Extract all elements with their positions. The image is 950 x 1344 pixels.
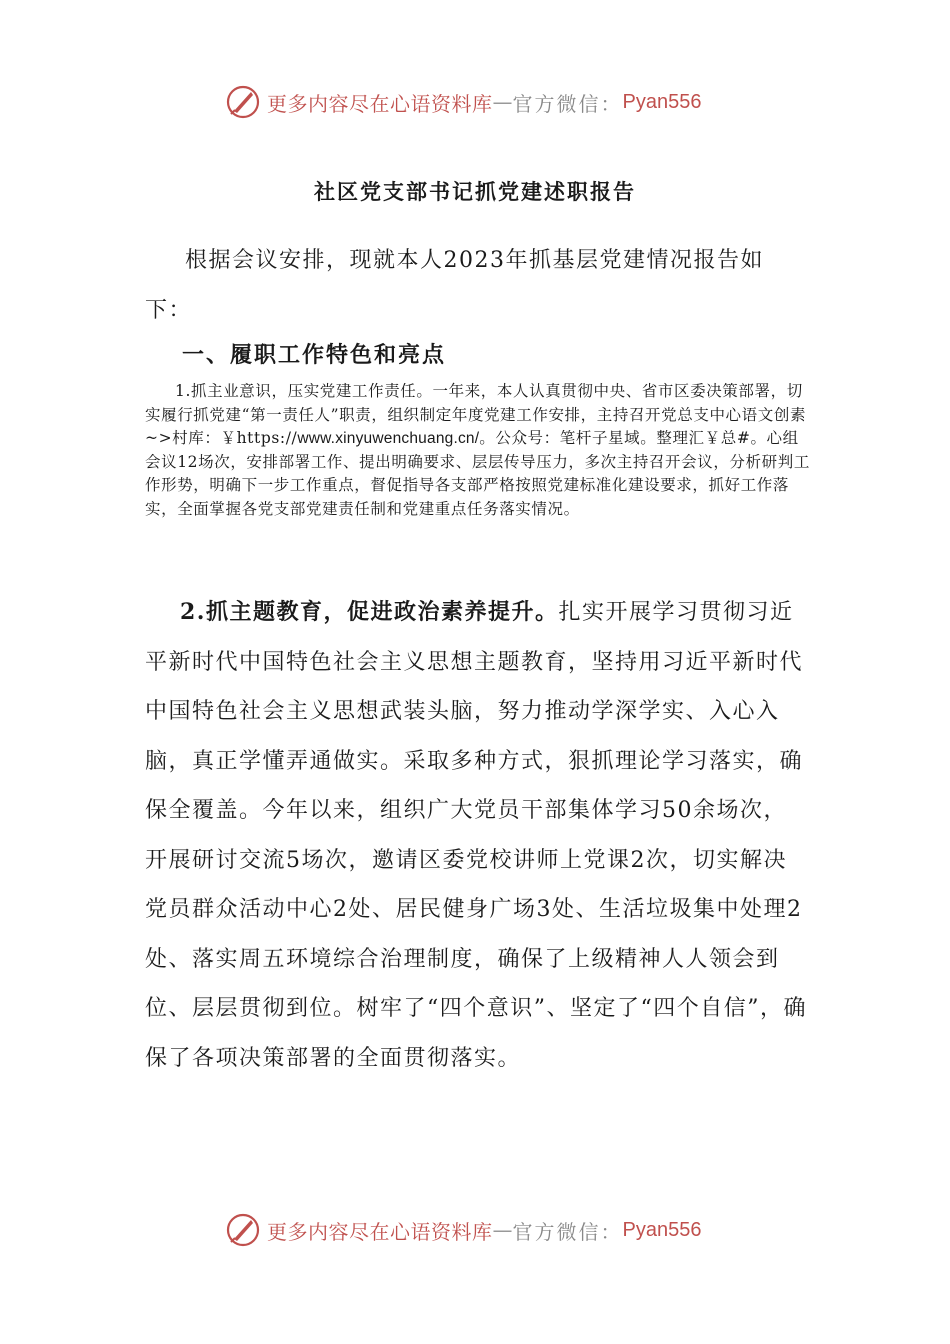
watermark-brand: 更多内容尽在心语资料库 — [267, 91, 493, 116]
watermark-wechat-id: Pyan556 — [622, 90, 702, 113]
watermark-wechat-label: 官方微信： — [512, 91, 623, 116]
paragraph-1-part1: 1.抓主业意识，压实党建工作责任。一年来，本人认真贯彻中央、省市区委决策部署，切实履行抓党建“第一责任人”职责，组织制定年度党建工作安排，主持召开党总支中心语文创素~>村库：￥https:// — [145, 382, 807, 447]
document-title: 社区党支部书记抓党建述职报告 — [314, 179, 636, 204]
watermark-wechat-id: Pyan556 — [622, 1218, 702, 1241]
intro-paragraph: 根据会议安排，现就本人2023年抓基层党建情况报告如下： — [145, 248, 764, 323]
paragraph-2-lead: 2.抓主题教育，促进政治素养提升。 — [180, 599, 559, 625]
paragraph-2 — [145, 588, 810, 1083]
watermark-separator: — — [492, 90, 513, 114]
paragraph-1-part2: 。公众号：笔杆子星域。整理汇￥总#。心组会议12场次，安排部署工作、提出明确要求、层层传导压力，多次主持召开会议，分析研判工作形势，明确下一步工作重点，督促指导各支部严格按照党建标准化建设要求，抓好工作落实，全面掌握各党支部党建责任制和党建重点任务落实情况。 — [145, 429, 810, 518]
watermark-separator: — — [492, 1218, 513, 1242]
quill-logo-icon — [225, 84, 261, 120]
watermark-brand: 更多内容尽在心语资料库 — [267, 1219, 493, 1244]
section-heading-1: 一、履职工作特色和亮点 — [182, 342, 447, 368]
paragraph-1 — [145, 380, 810, 521]
quill-logo-icon — [225, 1212, 261, 1248]
paragraph-1-url: www.xinyuwenchuang.cn/ — [297, 430, 480, 447]
watermark-banner-bottom — [225, 1210, 701, 1250]
paragraph-2-body: 扎实开展学习贯彻习近平新时代中国特色社会主义思想主题教育，坚持用习近平新时代中国特色社会主义思想武装头脑，努力推动学深学实、入心入脑，真正学懂弄通做实。采取多种方式，狠抓理论学习落实，确保全覆盖。今年以来，组织广大党员干部集体学习50余场次，开展研讨交流5场次，邀请区委党校讲师上党课2次，切实解决党员群众活动中心2处、居民健身广场3处、生活垃圾集中处理2处、落实周五环境综合治理制度，确保了上级精神人人领会到位、层层贯彻到位。树牢了“四个意识”、坚定了“四个自信”，确保了各项决策部署的全面贯彻落实。 — [145, 600, 807, 1071]
watermark-banner-top — [225, 82, 701, 122]
watermark-wechat-label: 官方微信： — [512, 1219, 623, 1244]
